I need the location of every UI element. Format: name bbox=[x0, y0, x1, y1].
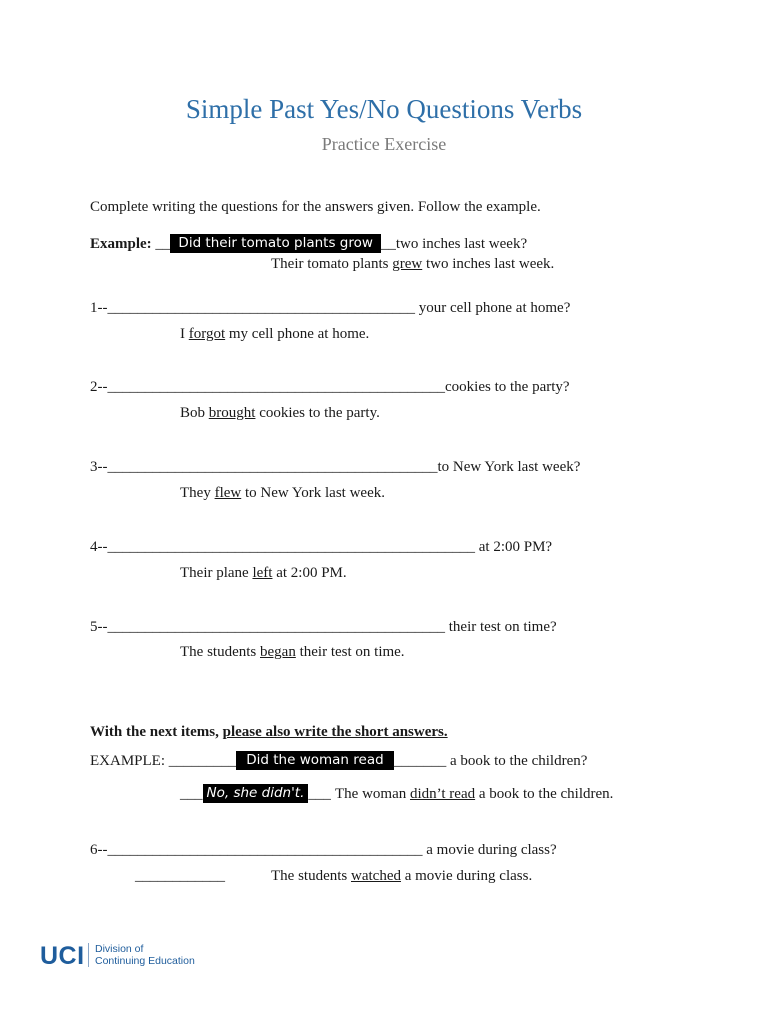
item-2-question[interactable] bbox=[90, 377, 570, 397]
item-prefix: 2-- bbox=[90, 379, 108, 395]
question-rest: their test on time? bbox=[445, 619, 557, 635]
page-title: Simple Past Yes/No Questions Verbs bbox=[185, 94, 583, 124]
answer-blank[interactable]: _____________________________________________ bbox=[107, 619, 445, 635]
example1-blank-post: __ bbox=[380, 236, 396, 252]
question-rest: cookies to the party? bbox=[445, 379, 570, 395]
answer-text: I bbox=[180, 326, 189, 342]
answer-blank[interactable]: _____________________________________________ bbox=[107, 379, 445, 395]
answer-blank[interactable]: __________________________________________ bbox=[107, 842, 423, 858]
answer-blank[interactable]: _________________________________________________ bbox=[107, 539, 475, 555]
example2-short-answer bbox=[180, 784, 331, 804]
answer-verb: grew bbox=[392, 256, 423, 272]
instructions: Complete writing the questions for the answers given. Follow the example. bbox=[90, 199, 541, 215]
item-4-answer bbox=[180, 563, 347, 583]
answer-text: my cell phone at home. bbox=[225, 326, 370, 342]
example1-label: Example: bbox=[90, 236, 152, 252]
answer-verb: forgot bbox=[188, 326, 226, 342]
item-6-answer bbox=[271, 866, 532, 886]
question-rest: your cell phone at home? bbox=[415, 300, 571, 316]
answer-verb: flew bbox=[214, 485, 242, 501]
answer-blank[interactable]: _________________________________________ bbox=[107, 300, 415, 316]
item-prefix: 1-- bbox=[90, 300, 108, 316]
answer-verb: began bbox=[260, 644, 296, 660]
item-4-question[interactable] bbox=[90, 537, 552, 557]
example1-question bbox=[90, 234, 527, 254]
answer-text: Their plane bbox=[180, 565, 253, 581]
page-subtitle: Practice Exercise bbox=[321, 134, 447, 154]
item-1-answer bbox=[180, 324, 369, 344]
item-prefix: 4-- bbox=[90, 539, 108, 555]
item-prefix: 5-- bbox=[90, 619, 108, 635]
answer-text: a book to the children. bbox=[475, 786, 614, 802]
division-label bbox=[95, 943, 195, 967]
answer-blank[interactable]: ____________________________________________ bbox=[107, 459, 438, 475]
item-prefix: 3-- bbox=[90, 459, 108, 475]
answer-verb: left bbox=[252, 565, 273, 581]
item-1-question[interactable] bbox=[90, 298, 570, 318]
answer-text: The woman bbox=[335, 786, 410, 802]
short-blank-post: ___ bbox=[308, 786, 331, 802]
division-line-2: Continuing Education bbox=[95, 955, 195, 967]
example2-question-rest: a book to the children? bbox=[446, 753, 588, 769]
example2-answer-fill[interactable]: Did the woman read bbox=[236, 751, 393, 770]
example1-blank-pre: __ bbox=[155, 236, 171, 252]
short-blank-pre: ___ bbox=[180, 786, 203, 802]
answer-text: at 2:00 PM. bbox=[272, 565, 347, 581]
item-prefix: 6-- bbox=[90, 842, 108, 858]
answer-text: Their tomato plants bbox=[271, 256, 393, 272]
item-2-answer bbox=[180, 403, 380, 423]
question-rest: at 2:00 PM? bbox=[475, 539, 553, 555]
answer-verb: watched bbox=[351, 868, 401, 884]
example2-blank-post: _______ bbox=[393, 753, 447, 769]
question-rest: a movie during class? bbox=[422, 842, 557, 858]
answer-verb: brought bbox=[208, 405, 256, 421]
example1-question-rest: two inches last week? bbox=[395, 236, 528, 252]
section2-heading bbox=[90, 722, 448, 742]
section2-heading-underlined: please also write the short answers. bbox=[222, 724, 448, 740]
answer-text: They bbox=[180, 485, 215, 501]
item-5-question[interactable] bbox=[90, 617, 557, 637]
logo-divider bbox=[88, 943, 89, 967]
answer-verb: didn’t read bbox=[409, 786, 476, 802]
answer-text: cookies to the party. bbox=[255, 405, 380, 421]
answer-text: a movie during class. bbox=[400, 868, 533, 884]
item-3-question[interactable] bbox=[90, 457, 580, 477]
example2-blank-pre: _________ bbox=[165, 753, 237, 769]
item-3-answer bbox=[180, 483, 385, 503]
division-line-1: Division of bbox=[95, 943, 144, 955]
answer-text: Bob bbox=[180, 405, 209, 421]
item-6-question[interactable] bbox=[90, 840, 557, 860]
answer-text: The students bbox=[180, 644, 260, 660]
answer-text: their test on time. bbox=[295, 644, 405, 660]
answer-text: two inches last week. bbox=[422, 256, 555, 272]
uci-logo: UCI bbox=[40, 942, 85, 970]
section2-heading-bold: With the next items, bbox=[90, 724, 223, 740]
example2-label: EXAMPLE: bbox=[90, 753, 165, 769]
example1-answer-fill[interactable]: Did their tomato plants grow bbox=[170, 234, 380, 253]
answer-text: The students bbox=[271, 868, 351, 884]
example2-question bbox=[90, 751, 587, 771]
example1-answer bbox=[271, 254, 554, 274]
item-5-answer bbox=[180, 642, 405, 662]
answer-text: to New York last week. bbox=[241, 485, 385, 501]
item-6-short-blank[interactable]: ____________ bbox=[135, 868, 225, 884]
question-rest: to New York last week? bbox=[437, 459, 581, 475]
short-answer-fill[interactable]: No, she didn't. bbox=[203, 784, 309, 803]
example2-answer bbox=[335, 784, 613, 804]
